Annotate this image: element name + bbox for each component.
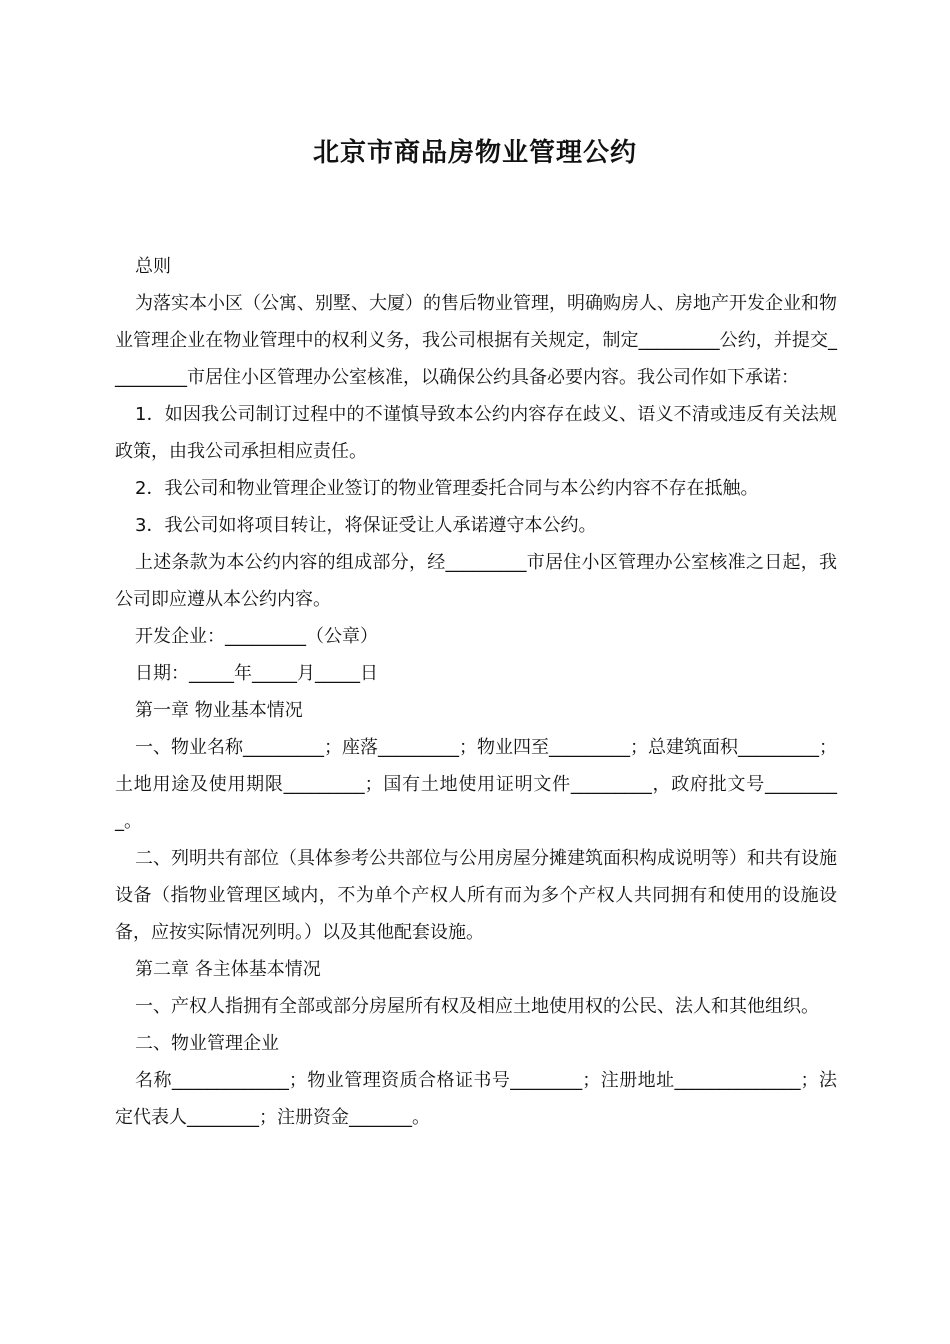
- document-body: [115, 248, 837, 1136]
- paragraph-commitment-2: 2．我公司和物业管理企业签订的物业管理委托合同与本公约内容不存在抵触。: [135, 478, 759, 499]
- paragraph-property-info: 一、物业名称_________；座落_________；物业四至_________；总建筑面积_________；土地用途及使用期限_________；国有土地使用证明文件_________，政府批文号_________。: [115, 737, 837, 832]
- paragraph-owner-definition: 一、产权人指拥有全部或部分房屋所有权及相应土地使用权的公民、法人和其他组织。: [135, 996, 819, 1017]
- document-title: 北京市商品房物业管理公约: [312, 138, 637, 168]
- chapter-1-heading: 第一章 物业基本情况: [135, 700, 303, 721]
- paragraph-company-details: 名称_____________；物业管理资质合格证书号________；注册地址______________；法定代表人________；注册资金_______。: [115, 1070, 837, 1128]
- developer-signature-line: 开发企业：_________（公章）: [135, 626, 378, 647]
- paragraph-approval: 上述条款为本公约内容的组成部分，经_________市居住小区管理办公室核准之日起，我公司即应遵从本公约内容。: [115, 552, 837, 610]
- chapter-2-heading: 第二章 各主体基本情况: [135, 959, 321, 980]
- paragraph-commitment-1: 1．如因我公司制订过程中的不谨慎导致本公约内容存在歧义、语义不清或违反有关法规政策，由我公司承担相应责任。: [115, 404, 837, 462]
- paragraph-commitment-3: 3．我公司如将项目转让，将保证受让人承诺遵守本公约。: [135, 515, 597, 536]
- paragraph-management-company: 二、物业管理企业: [135, 1033, 279, 1054]
- paragraph-common-parts: 二、列明共有部位（具体参考公共部位与公用房屋分摊建筑面积构成说明等）和共有设施设备（指物业管理区域内，不为单个产权人所有而为多个产权人共同拥有和使用的设施设备，应按实际情况列明。）以及其他配套设施。: [115, 848, 837, 943]
- date-line: 日期：_____年_____月_____日: [135, 663, 378, 684]
- paragraph-intro: 为落实本小区（公寓、别墅、大厦）的售后物业管理，明确购房人、房地产开发企业和物业管理企业在物业管理中的权利义务，我公司根据有关规定，制定_________公约，并提交_________市居住小区管理办公室核准，以确保公约具备必要内容。我公司作如下承诺：: [115, 293, 837, 388]
- section-heading-general: 总则: [135, 256, 171, 277]
